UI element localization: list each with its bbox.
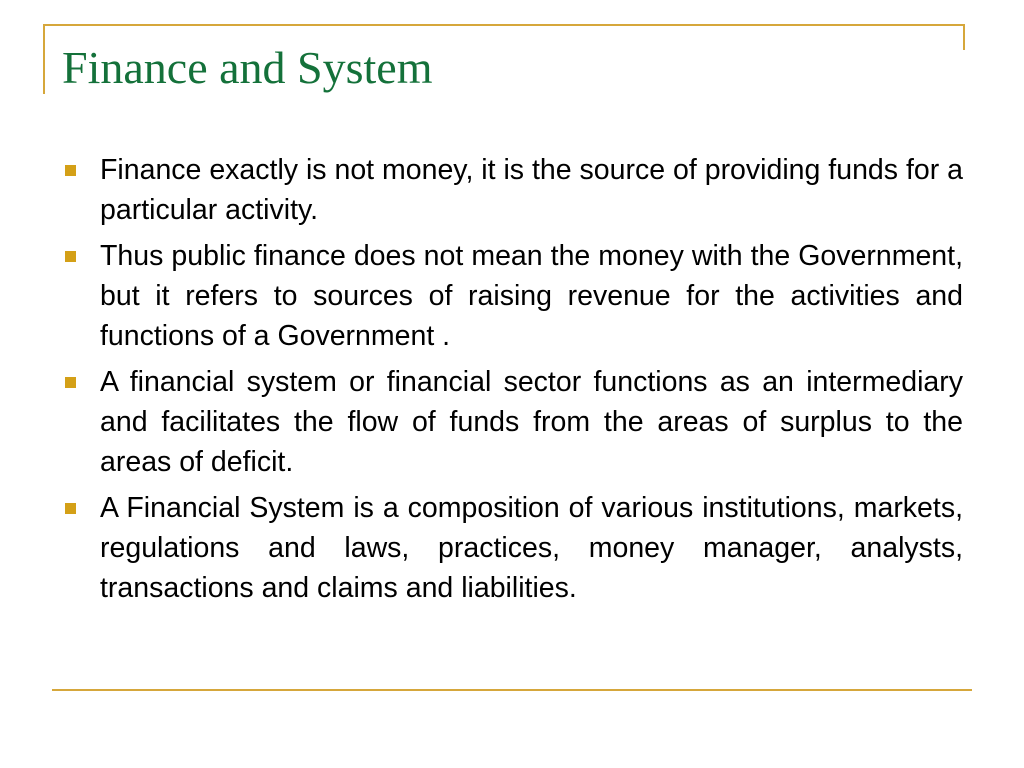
bullet-text: Thus public finance does not mean the money with the Government, but it refers to sources of raising revenue for the activities and functions of a Government . [100,240,963,352]
frame-right-rule [963,24,965,50]
bullet-item [60,150,963,230]
square-bullet-icon [65,165,76,176]
square-bullet-icon [65,377,76,388]
bullet-item [60,236,963,356]
square-bullet-icon [65,503,76,514]
slide-title: Finance and System [62,42,433,93]
frame-bottom-rule [52,689,972,691]
square-bullet-icon [65,251,76,262]
frame-top-rule [43,24,965,26]
bullet-text: A Financial System is a composition of various institutions, markets, regulations and laws, practices, money manager, analysts, transactions and claims and liabilities. [100,492,963,604]
frame-left-rule [43,24,45,94]
bullet-text: Finance exactly is not money, it is the source of providing funds for a particular activity. [100,154,963,226]
bullet-text: A financial system or financial sector functions as an intermediary and facilitates the flow of funds from the areas of surplus to the areas of deficit. [100,366,963,478]
bullet-item [60,362,963,482]
bullet-item [60,488,963,608]
bullet-list [60,150,963,614]
